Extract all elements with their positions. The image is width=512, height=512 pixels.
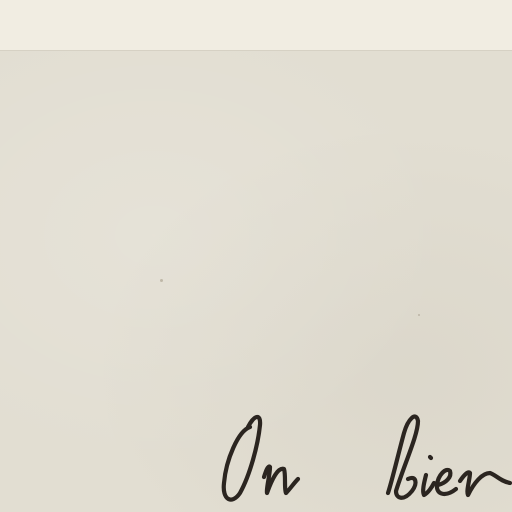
handwriting-stroke-i <box>423 475 434 495</box>
top-paper-edge <box>0 0 512 51</box>
handwriting-stroke-b <box>388 417 418 498</box>
paper-speck <box>418 314 420 316</box>
handwritten-text <box>220 405 512 512</box>
handwriting-stroke-n2 <box>460 472 510 495</box>
handwriting-stroke-n <box>264 467 298 493</box>
handwriting-dot-i <box>430 457 431 458</box>
handwriting-stroke-o <box>224 417 260 500</box>
paper-speck <box>160 279 163 282</box>
handwriting-stroke-e <box>437 470 456 494</box>
